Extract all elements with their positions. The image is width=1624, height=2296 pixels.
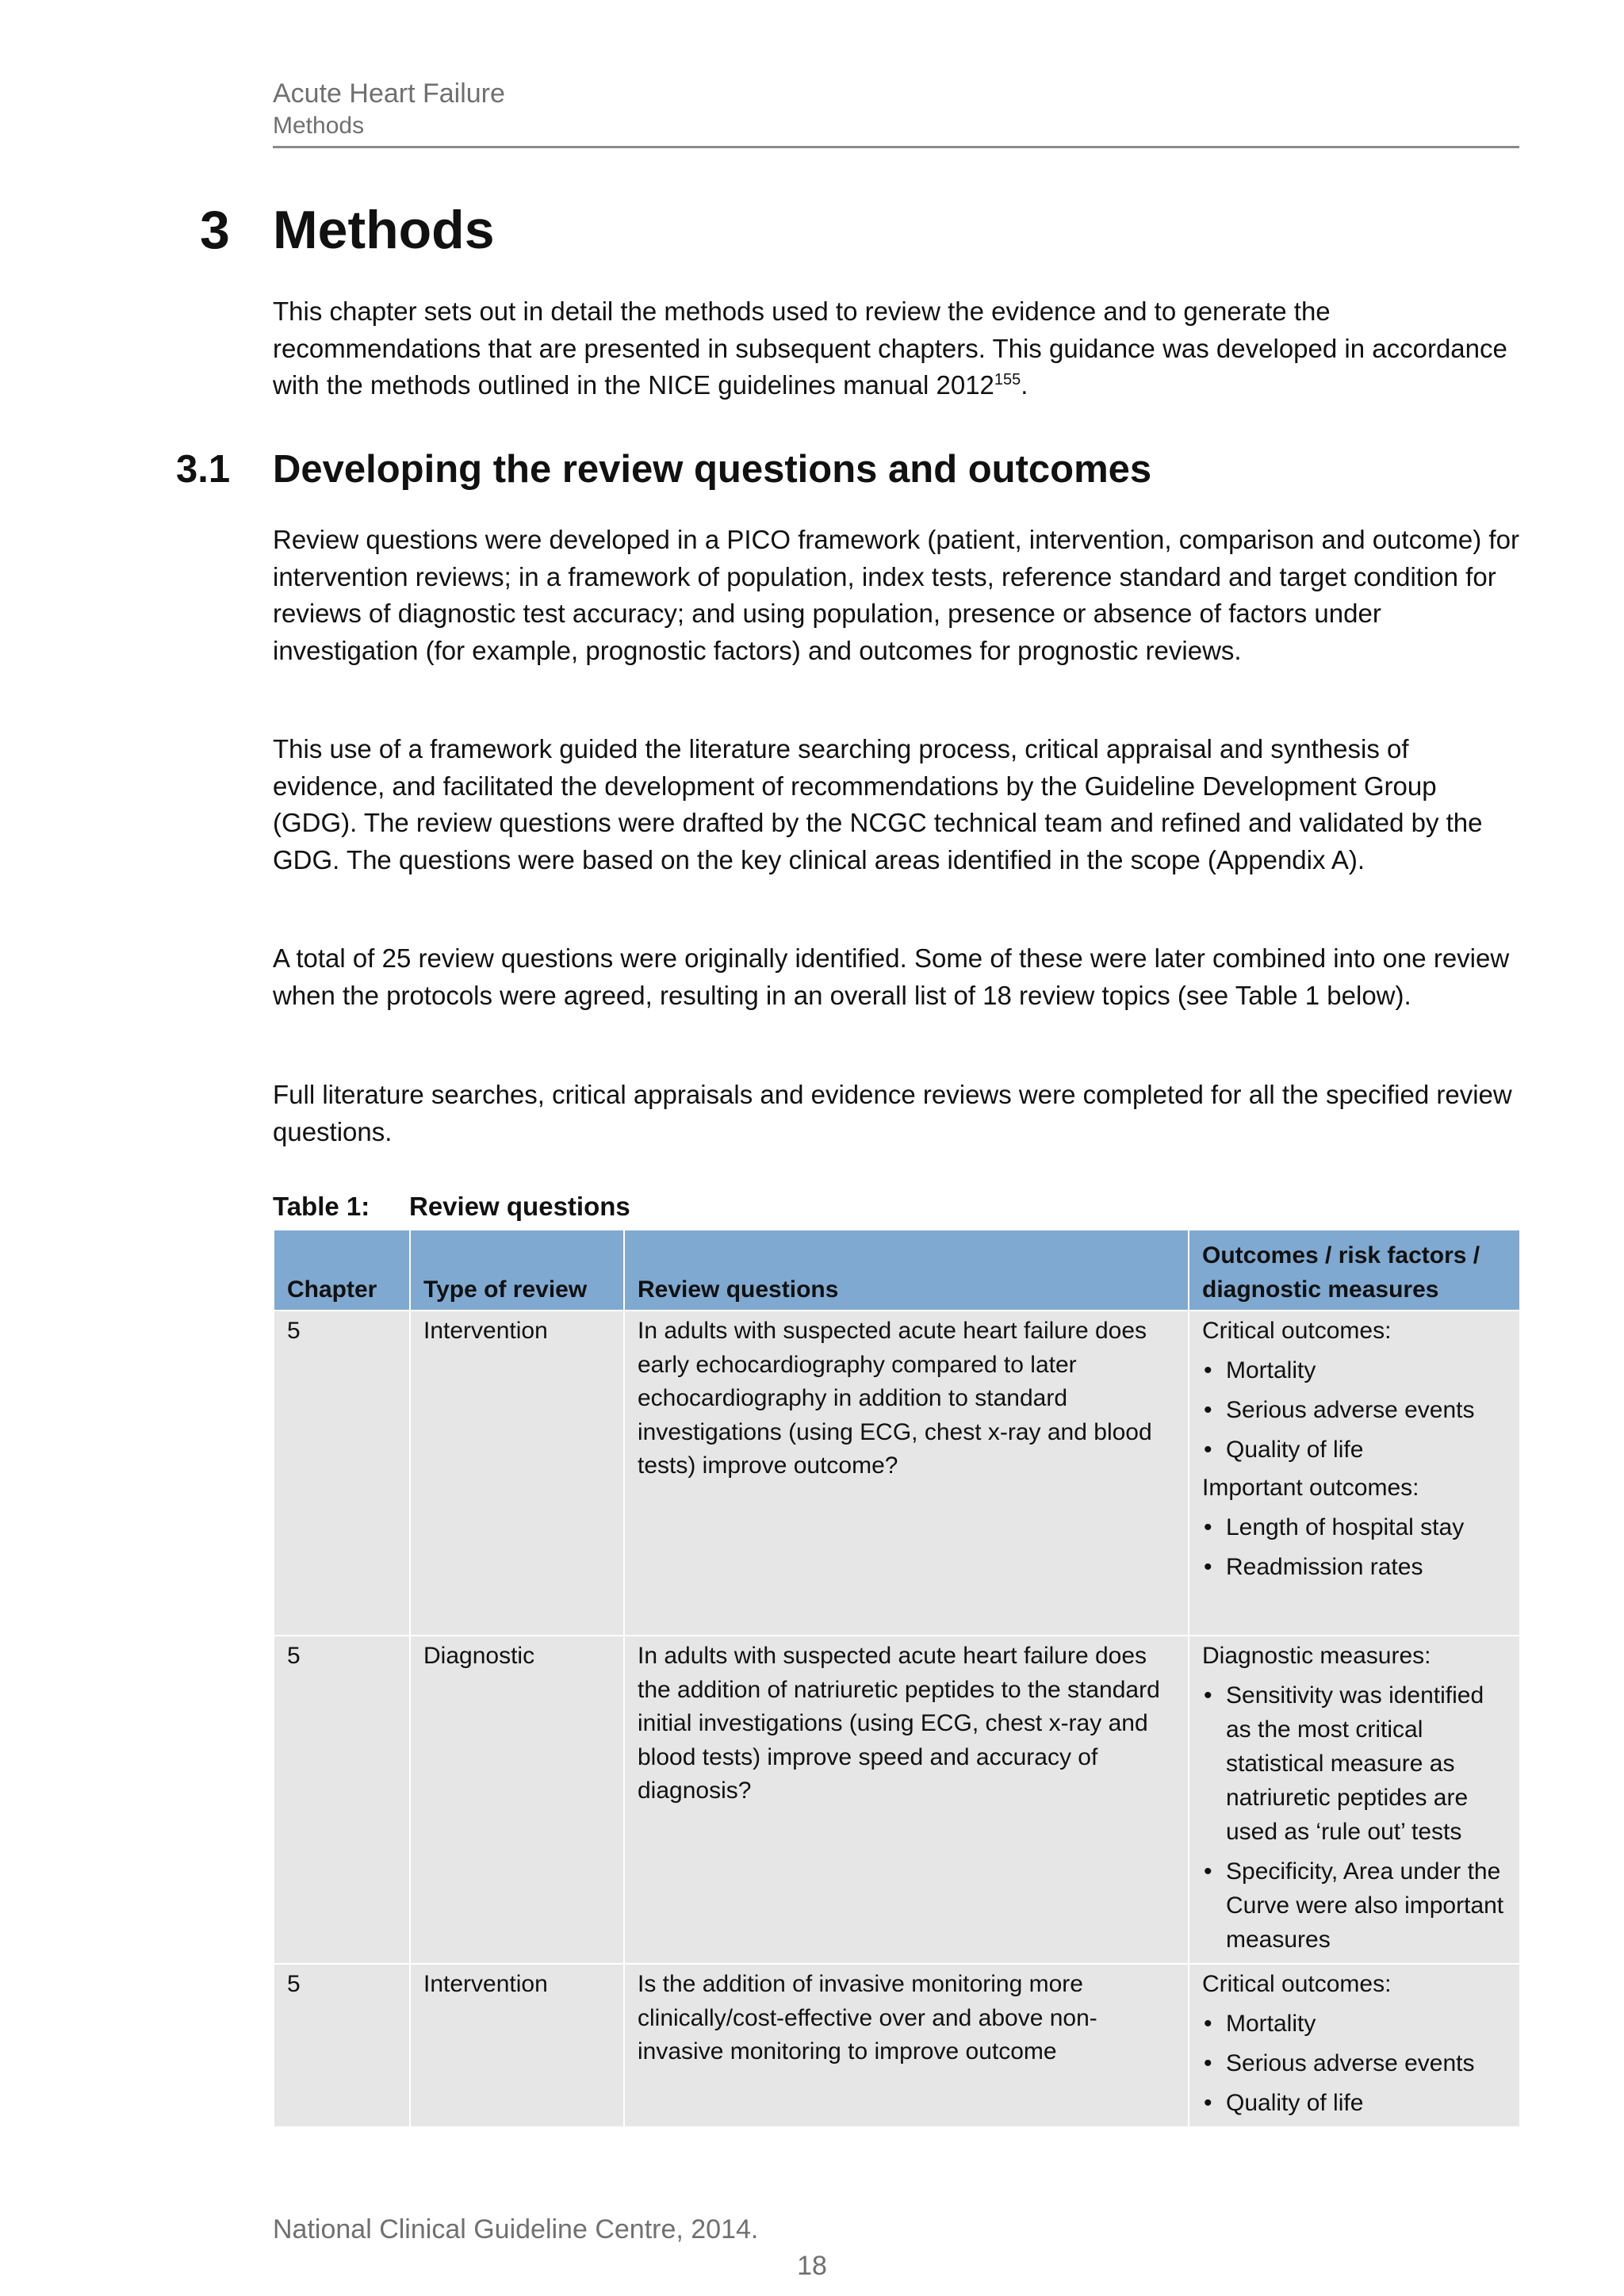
footer-text: National Clinical Guideline Centre, 2014. — [273, 2214, 759, 2244]
cell-type: Intervention — [410, 1311, 624, 1636]
outcome-item: • Serious adverse events — [1202, 2046, 1507, 2080]
review-questions-table — [273, 1229, 1521, 2128]
cell-question: Is the addition of invasive monitoring more clinically/cost-effective over and above non-invasive monitoring to improve outcome — [624, 1964, 1189, 2127]
chapter-number: 3 — [200, 200, 230, 260]
outcome-item: • Specificity, Area under the Curve were also important measures — [1202, 1854, 1507, 1957]
outcome-heading: Critical outcomes: — [1202, 1971, 1392, 1997]
cell-question: In adults with suspected acute heart failure does the addition of natriuretic peptides to the standard initial investigations (using ECG, chest x-ray and blood tests) improve speed and accuracy of diagnosis? — [624, 1636, 1189, 1964]
outcome-item: • Readmission rates — [1202, 1550, 1507, 1584]
outcome-list — [1202, 2007, 1507, 2120]
outcome-list — [1202, 1510, 1507, 1584]
outcome-heading: Diagnostic measures: — [1202, 1643, 1431, 1669]
header-questions: Review questions — [624, 1230, 1189, 1311]
outcome-item: • Quality of life — [1202, 2086, 1507, 2120]
cell-chapter: 5 — [274, 1964, 410, 2127]
cell-chapter: 5 — [274, 1636, 410, 1964]
header-subtitle: Methods — [273, 113, 365, 139]
header-chapter: Chapter — [274, 1230, 410, 1311]
outcome-item: • Quality of life — [1202, 1433, 1507, 1467]
outcome-item: • Sensitivity was identified as the most critical statistical measure as natriuretic peptides are used as ‘rule out’ tests — [1202, 1678, 1507, 1849]
outcome-heading: Important outcomes: — [1202, 1475, 1419, 1501]
cell-chapter: 5 — [274, 1311, 410, 1636]
table-row — [274, 1636, 1520, 1964]
intro-reference: 155 — [994, 371, 1021, 388]
table-header-row — [274, 1230, 1520, 1311]
intro-text: This chapter sets out in detail the methods used to review the evidence and to generate the recommendations that are presented in subsequent chapters. This guidance was developed in accordance with the methods outlined in the NICE guidelines manual 2012 — [273, 297, 1507, 400]
header-divider — [273, 146, 1519, 148]
header-title: Acute Heart Failure — [273, 78, 505, 109]
cell-question: In adults with suspected acute heart failure does early echocardiography compared to later echocardiography in addition to standard investigations (using ECG, chest x-ray and blood tests) improve outcome? — [624, 1311, 1189, 1636]
table-row — [274, 1311, 1520, 1636]
cell-outcomes — [1189, 1964, 1520, 2127]
table-row — [274, 1964, 1520, 2127]
paragraph-framework: This use of a framework guided the literature searching process, critical appraisal and synthesis of evidence, and facilitated the development of recommendations by the Guideline Development Group (GDG). The review questions were drafted by the NCGC technical team and refined and validated by the GDG. The questions were based on the key clinical areas identified in the scope (Appendix A). — [273, 734, 1483, 874]
paragraph-pico: Review questions were developed in a PICO framework (patient, intervention, comparison and outcome) for intervention reviews; in a framework of population, index tests, reference standard and target condition for reviews of diagnostic test accuracy; and using population, presence or absence of factors under investigation (for example, prognostic factors) and outcomes for prognostic reviews. — [273, 525, 1519, 665]
outcome-heading: Critical outcomes: — [1202, 1318, 1392, 1344]
outcome-list — [1202, 1678, 1507, 1957]
header-type: Type of review — [410, 1230, 624, 1311]
page-number: 18 — [797, 2251, 827, 2281]
outcome-item: • Mortality — [1202, 2007, 1507, 2041]
section-number: 3.1 — [176, 448, 231, 491]
chapter-title: Methods — [273, 200, 495, 260]
section-title: Developing the review questions and outcomes — [273, 448, 1152, 491]
intro-end: . — [1021, 370, 1028, 400]
table-caption-title: Review questions — [409, 1192, 630, 1221]
cell-outcomes — [1189, 1636, 1520, 1964]
chapter-intro — [273, 293, 1519, 404]
table-caption — [273, 1189, 630, 1224]
cell-type: Diagnostic — [410, 1636, 624, 1964]
cell-outcomes — [1189, 1311, 1520, 1636]
cell-type: Intervention — [410, 1964, 624, 2127]
paragraph-searches: Full literature searches, critical appraisals and evidence reviews were completed for all the specified review questions. — [273, 1080, 1512, 1146]
outcome-item: • Serious adverse events — [1202, 1393, 1507, 1427]
header-outcomes: Outcomes / risk factors / diagnostic measures — [1189, 1230, 1520, 1311]
table-caption-label: Table 1: — [273, 1192, 370, 1221]
outcome-item: • Length of hospital stay — [1202, 1510, 1507, 1544]
outcome-list — [1202, 1353, 1507, 1467]
paragraph-total: A total of 25 review questions were originally identified. Some of these were later combined into one review when the protocols were agreed, resulting in an overall list of 18 review topics (see Table 1 below). — [273, 943, 1510, 1010]
outcome-item: • Mortality — [1202, 1353, 1507, 1387]
running-header — [273, 76, 1516, 141]
